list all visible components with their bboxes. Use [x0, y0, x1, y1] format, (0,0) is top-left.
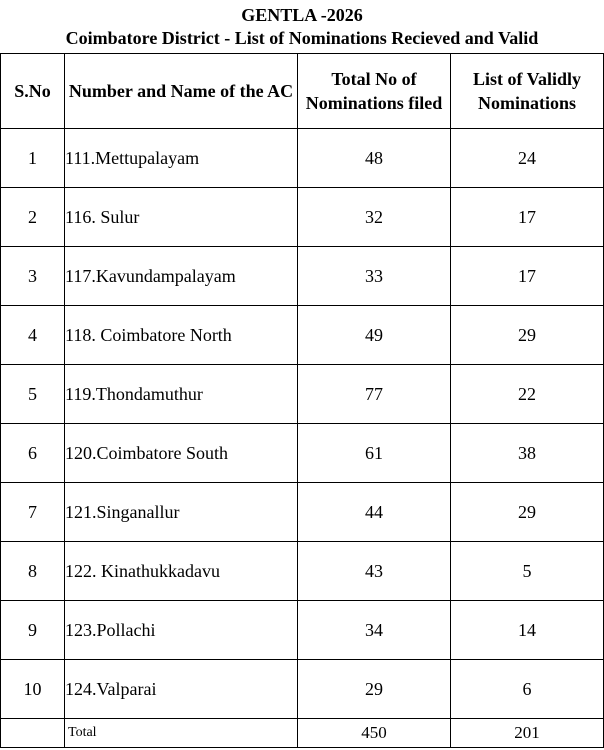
valid-nominations-cell: 17: [451, 247, 604, 306]
ac-name-cell: 118. Coimbatore North: [65, 306, 298, 365]
valid-nominations-cell: 38: [451, 424, 604, 483]
column-header-total-filed: Total No of Nominations filed: [298, 54, 451, 129]
nominations-table: [0, 53, 604, 748]
valid-nominations-cell: 6: [451, 660, 604, 719]
sno-cell: 9: [1, 601, 65, 660]
table-row: [1, 247, 604, 306]
nominations-filed-cell: 34: [298, 601, 451, 660]
total-blank-cell: [1, 719, 65, 748]
total-row: [1, 719, 604, 748]
table-row: [1, 483, 604, 542]
ac-name-cell: 122. Kinathukkadavu: [65, 542, 298, 601]
ac-name-cell: 117.Kavundampalayam: [65, 247, 298, 306]
table-row: [1, 306, 604, 365]
ac-name-cell: 111.Mettupalayam: [65, 129, 298, 188]
ac-name-cell: 124.Valparai: [65, 660, 298, 719]
column-header-ac-name: Number and Name of the AC: [65, 54, 298, 129]
table-row: [1, 365, 604, 424]
ac-name-cell: 120.Coimbatore South: [65, 424, 298, 483]
sno-cell: 1: [1, 129, 65, 188]
total-label: Total: [65, 719, 298, 748]
table-row: [1, 601, 604, 660]
sno-cell: 4: [1, 306, 65, 365]
column-header-valid: List of Validly Nominations: [451, 54, 604, 129]
table-row: [1, 660, 604, 719]
valid-nominations-cell: 17: [451, 188, 604, 247]
sno-cell: 10: [1, 660, 65, 719]
ac-name-cell: 121.Singanallur: [65, 483, 298, 542]
document-title: GENTLA -2026: [241, 5, 363, 25]
ac-name-cell: 123.Pollachi: [65, 601, 298, 660]
table-body: [1, 129, 604, 748]
total-valid-cell: 201: [451, 719, 604, 748]
valid-nominations-cell: 24: [451, 129, 604, 188]
nominations-filed-cell: 48: [298, 129, 451, 188]
table-row: [1, 129, 604, 188]
ac-name-cell: 119.Thondamuthur: [65, 365, 298, 424]
nominations-filed-cell: 61: [298, 424, 451, 483]
nominations-filed-cell: 43: [298, 542, 451, 601]
table-row: [1, 542, 604, 601]
total-filed-cell: 450: [298, 719, 451, 748]
sno-cell: 3: [1, 247, 65, 306]
valid-nominations-cell: 14: [451, 601, 604, 660]
ac-name-cell: 116. Sulur: [65, 188, 298, 247]
document-subtitle: Coimbatore District - List of Nominations Recieved and Valid: [65, 28, 539, 48]
valid-nominations-cell: 29: [451, 483, 604, 542]
nominations-filed-cell: 29: [298, 660, 451, 719]
nominations-filed-cell: 49: [298, 306, 451, 365]
sno-cell: 6: [1, 424, 65, 483]
sno-cell: 7: [1, 483, 65, 542]
sno-cell: 8: [1, 542, 65, 601]
nominations-filed-cell: 32: [298, 188, 451, 247]
nominations-filed-cell: 77: [298, 365, 451, 424]
valid-nominations-cell: 22: [451, 365, 604, 424]
sno-cell: 5: [1, 365, 65, 424]
table-row: [1, 424, 604, 483]
sno-cell: 2: [1, 188, 65, 247]
nominations-filed-cell: 33: [298, 247, 451, 306]
valid-nominations-cell: 5: [451, 542, 604, 601]
valid-nominations-cell: 29: [451, 306, 604, 365]
column-header-sno: S.No: [1, 54, 65, 129]
nominations-filed-cell: 44: [298, 483, 451, 542]
table-header-row: [1, 54, 604, 129]
table-row: [1, 188, 604, 247]
